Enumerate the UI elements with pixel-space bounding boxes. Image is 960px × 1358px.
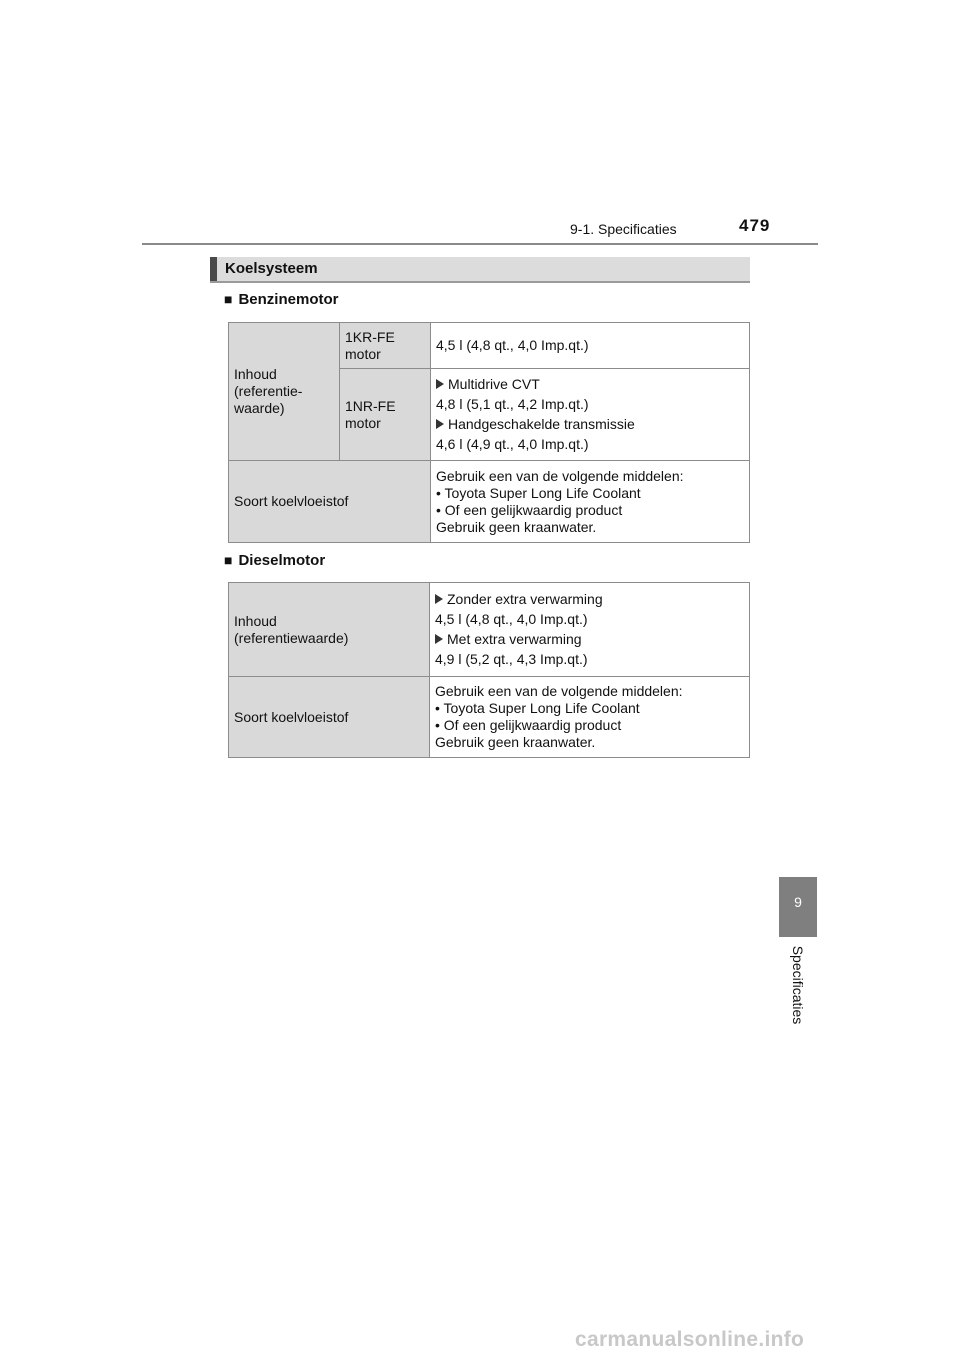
section-title-bar: [210, 257, 750, 283]
option-line: [435, 591, 744, 608]
table-row: [229, 677, 750, 758]
table-row: [229, 583, 750, 677]
capacity-label-line: Inhoud: [234, 612, 277, 629]
table-row: [229, 461, 750, 543]
triangle-right-icon: [435, 594, 443, 604]
option-label: Handgeschakelde transmissie: [448, 416, 635, 432]
coolant-line: • Of een gelijkwaardig product: [436, 501, 623, 518]
capacity-label-cell: [229, 583, 430, 677]
section-title: Koelsysteem: [225, 260, 318, 277]
petrol-coolant-table: [228, 322, 750, 543]
engine-name-line: 1NR-FE: [345, 397, 396, 414]
option-value: 4,8 l (5,1 qt., 4,2 Imp.qt.): [436, 396, 589, 412]
coolant-value-cell: [431, 461, 750, 543]
engine-name-line: 1KR-FE: [345, 328, 395, 345]
chapter-tab[interactable]: [779, 877, 817, 937]
capacity-label-cell: [229, 323, 340, 461]
petrol-heading-text: Benzinemotor: [238, 291, 339, 308]
section-accent-bar: [210, 257, 217, 281]
engine-1nr-value: [431, 369, 750, 461]
engine-1kr-cell: [340, 323, 431, 369]
chapter-number: 9: [794, 894, 802, 910]
square-bullet-icon: ■: [224, 291, 233, 307]
engine-name-line: motor: [345, 345, 381, 362]
coolant-value-cell: [430, 677, 750, 758]
coolant-line: Gebruik geen kraanwater.: [436, 518, 597, 535]
running-header-section: 9-1. Specificaties: [570, 221, 677, 237]
option-line: [436, 416, 744, 433]
header-divider: [142, 243, 818, 245]
option-value: 4,5 l (4,8 qt., 4,0 Imp.qt.): [435, 611, 588, 627]
capacity-label-line: (referentie-: [234, 383, 303, 399]
option-value: 4,9 l (5,2 qt., 4,3 Imp.qt.): [435, 651, 588, 667]
coolant-line: • Toyota Super Long Life Coolant: [435, 700, 640, 716]
engine-1kr-value: 4,5 l (4,8 qt., 4,0 Imp.qt.): [431, 323, 750, 369]
petrol-heading: [224, 291, 338, 308]
option-label: Zonder extra verwarming: [447, 591, 603, 607]
watermark: carmanualsonline.info: [575, 1328, 805, 1351]
capacity-label-line: Inhoud: [234, 366, 277, 382]
option-line: [435, 631, 744, 648]
triangle-right-icon: [435, 634, 443, 644]
coolant-line: • Of een gelijkwaardig product: [435, 717, 622, 733]
coolant-line: Gebruik geen kraanwater.: [435, 734, 596, 750]
engine-1nr-cell: [340, 369, 431, 461]
diesel-capacity-value: [430, 583, 750, 677]
option-label: Multidrive CVT: [448, 376, 540, 392]
coolant-label-cell: Soort koelvloeistof: [229, 461, 431, 543]
diesel-heading: [224, 552, 325, 569]
option-label: Met extra verwarming: [447, 631, 582, 647]
option-line: [436, 376, 744, 393]
coolant-line: Gebruik een van de volgende middelen:: [435, 683, 683, 699]
coolant-line: Gebruik een van de volgende middelen:: [436, 467, 684, 484]
coolant-line: • Toyota Super Long Life Coolant: [436, 484, 641, 501]
diesel-coolant-table: [228, 582, 750, 758]
chapter-label: Specificaties: [790, 945, 806, 1025]
triangle-right-icon: [436, 379, 444, 389]
engine-name-line: motor: [345, 414, 381, 431]
table-row: [229, 323, 750, 369]
capacity-label-line: (referentiewaarde): [234, 629, 349, 646]
coolant-label-cell: Soort koelvloeistof: [229, 677, 430, 758]
capacity-label-line: waarde): [234, 400, 285, 416]
diesel-heading-text: Dieselmotor: [238, 552, 326, 569]
triangle-right-icon: [436, 419, 444, 429]
square-bullet-icon: ■: [224, 552, 233, 568]
option-value: 4,6 l (4,9 qt., 4,0 Imp.qt.): [436, 436, 589, 452]
page-number: 479: [739, 216, 771, 235]
